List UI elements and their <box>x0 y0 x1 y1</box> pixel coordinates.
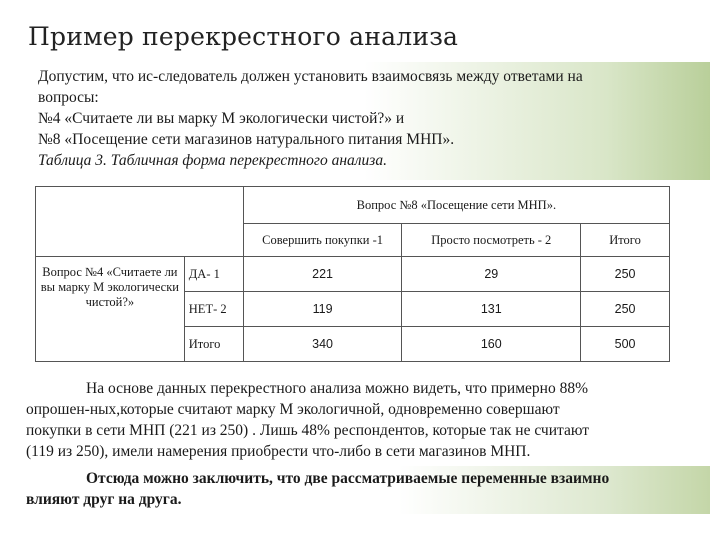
table-cell: 340 <box>243 327 402 362</box>
table-top-header: Вопрос №8 «Посещение сети МНП». <box>243 187 669 224</box>
table-cell: 119 <box>243 292 402 327</box>
intro-text <box>38 66 698 171</box>
row-label-total: Итого <box>184 327 243 362</box>
intro-line: Допустим, что ис-следователь должен установить взаимосвязь между ответами на <box>38 68 583 85</box>
col-header-buy: Совершить покупки -1 <box>243 224 402 257</box>
analysis-line: (119 из 250), имели намерения приобрести что-либо в сети магазинов МНП. <box>26 443 531 460</box>
analysis-paragraph <box>26 378 700 462</box>
conclusion-paragraph <box>26 468 706 510</box>
row-header-question-4: Вопрос №4 «Считаете ли вы марку М экологически чистой?» <box>36 257 185 362</box>
analysis-line: опрошен-ных,которые считают марку М экологичной, одновременно совершают <box>26 401 560 418</box>
table-corner-cell <box>36 187 244 257</box>
row-label-no: НЕТ- 2 <box>184 292 243 327</box>
col-header-total: Итого <box>581 224 670 257</box>
conclusion-line: влияют друг на друга. <box>26 491 182 508</box>
slide-title: Пример перекрестного анализа <box>28 22 459 51</box>
intro-question-8: №8 «Посещение сети магазинов натурального питания МНП». <box>38 131 455 148</box>
table-caption: Таблица 3. Табличная форма перекрестного анализа. <box>38 152 387 169</box>
analysis-line: На основе данных перекрестного анализа можно видеть, что примерно 88% <box>86 380 589 397</box>
intro-line: вопросы: <box>38 89 99 106</box>
intro-question-4: №4 «Считаете ли вы марку М экологически чистой?» и <box>38 110 405 127</box>
table-cell: 250 <box>581 292 670 327</box>
cross-tab-table <box>35 186 670 362</box>
table-cell: 29 <box>402 257 581 292</box>
table-cell: 221 <box>243 257 402 292</box>
table-cell: 160 <box>402 327 581 362</box>
table-cell: 131 <box>402 292 581 327</box>
table-cell: 250 <box>581 257 670 292</box>
table-cell: 500 <box>581 327 670 362</box>
analysis-line: покупки в сети МНП (221 из 250) . Лишь 48% респондентов, которые так не считают <box>26 422 589 439</box>
conclusion-line: Отсюда можно заключить, что две рассматриваемые переменные взаимно <box>86 470 610 487</box>
col-header-look: Просто посмотреть - 2 <box>402 224 581 257</box>
row-label-yes: ДА- 1 <box>184 257 243 292</box>
